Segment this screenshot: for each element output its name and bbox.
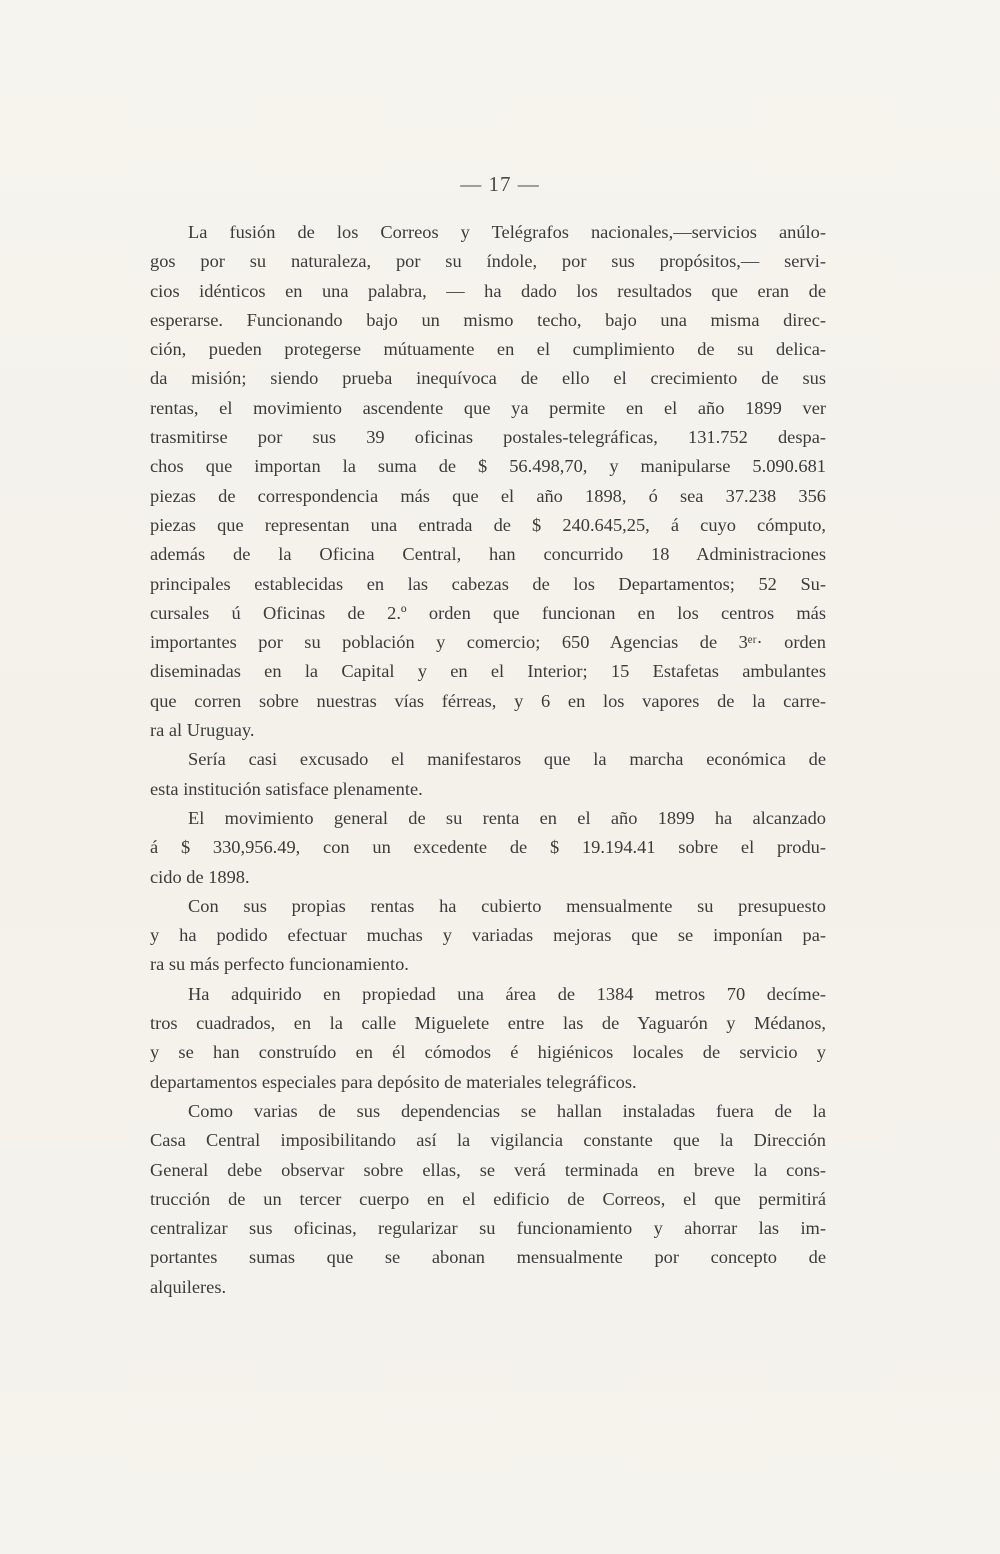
text-line: principales establecidas en las cabezas de los Departamentos; 52 Su- [150,573,826,594]
text-line: importantes por su población y comercio; 650 Agencias de 3ᵉʳ· orden [150,632,826,653]
text-line: chos que importan la suma de $ 56.498,70, y manipularse 5.090.681 [150,456,826,477]
text-line: El movimiento general de su renta en el año 1899 ha alcanzado [188,807,826,828]
text-line: Como varias de sus dependencias se hallan instaladas fuera de la [188,1100,826,1121]
text-line: cursales ú Oficinas de 2.º orden que funcionan en los centros más [150,602,826,623]
page-number: — 17 — [460,172,540,196]
text-line: diseminadas en la Capital y en el Interior; 15 Estafetas ambulantes [150,661,826,682]
text-line: que corren sobre nuestras vías férreas, y 6 en los vapores de la carre- [150,690,826,711]
text-line: tros cuadrados, en la calle Miguelete entre las de Yaguarón y Médanos, [150,1013,826,1034]
text-line: Sería casi excusado el manifestaros que la marcha económica de [188,749,826,770]
text-line: cido de 1898. [150,866,250,887]
text-line: ra su más perfecto funcionamiento. [150,954,409,975]
text-line: Ha adquirido en propiedad una área de 1384 metros 70 decíme- [188,983,826,1004]
text-line: y ha podido efectuar muchas y variadas mejoras que se imponían pa- [150,925,826,946]
text-line: centralizar sus oficinas, regularizar su funcionamiento y ahorrar las im- [150,1218,826,1239]
text-line: General debe observar sobre ellas, se verá terminada en breve la cons- [150,1159,826,1180]
text-line: La fusión de los Correos y Telégrafos nacionales,—servicios anúlo- [188,222,826,242]
text-line: Casa Central imposibilitando así la vigilancia constante que la Dirección [150,1130,826,1151]
text-line: departamentos especiales para depósito de materiales telegráficos. [150,1071,637,1092]
paragraph-5 [150,980,826,1097]
paragraph-4 [150,892,826,980]
paragraph-3 [150,804,826,892]
text-line: ra al Uruguay. [150,720,255,741]
text-line: rentas, el movimiento ascendente que ya permite en el año 1899 ver [150,397,826,418]
text-line: Con sus propias rentas ha cubierto mensualmente su presupuesto [188,895,826,916]
text-line: alquileres. [150,1276,227,1297]
text-line: trucción de un tercer cuerpo en el edificio de Correos, el que permitirá [150,1188,826,1209]
text-line: cios idénticos en una palabra, — ha dado los resultados que eran de [150,280,826,301]
text-line: trasmitirse por sus 39 oficinas postales-telegráficas, 131.752 despa- [150,427,826,448]
paragraph-1 [150,218,826,745]
text-line: gos por su naturaleza, por su índole, por sus propósitos,— servi- [150,251,826,272]
text-line: á $ 330,956.49, con un excedente de $ 19.194.41 sobre el produ- [150,837,826,858]
paragraph-6 [150,1097,826,1302]
text-line: portantes sumas que se abonan mensualmente por concepto de [150,1247,826,1268]
text-line: da misión; siendo prueba inequívoca de ello el crecimiento de sus [150,368,826,389]
text-line: piezas que representan una entrada de $ 240.645,25, á cuyo cómputo, [150,514,826,535]
text-line: esta institución satisface plenamente. [150,778,423,799]
text-line: ción, pueden protegerse mútuamente en el cumplimiento de su delica- [150,339,826,360]
paragraph-2 [150,745,826,804]
body-text [150,218,826,1302]
text-line: piezas de correspondencia más que el año 1898, ó sea 37.238 356 [150,485,826,506]
text-line: y se han construído en él cómodos é higiénicos locales de servicio y [150,1042,826,1063]
text-line: esperarse. Funcionando bajo un mismo techo, bajo una misma direc- [150,309,826,330]
text-line: además de la Oficina Central, han concurrido 18 Administraciones [150,544,826,565]
